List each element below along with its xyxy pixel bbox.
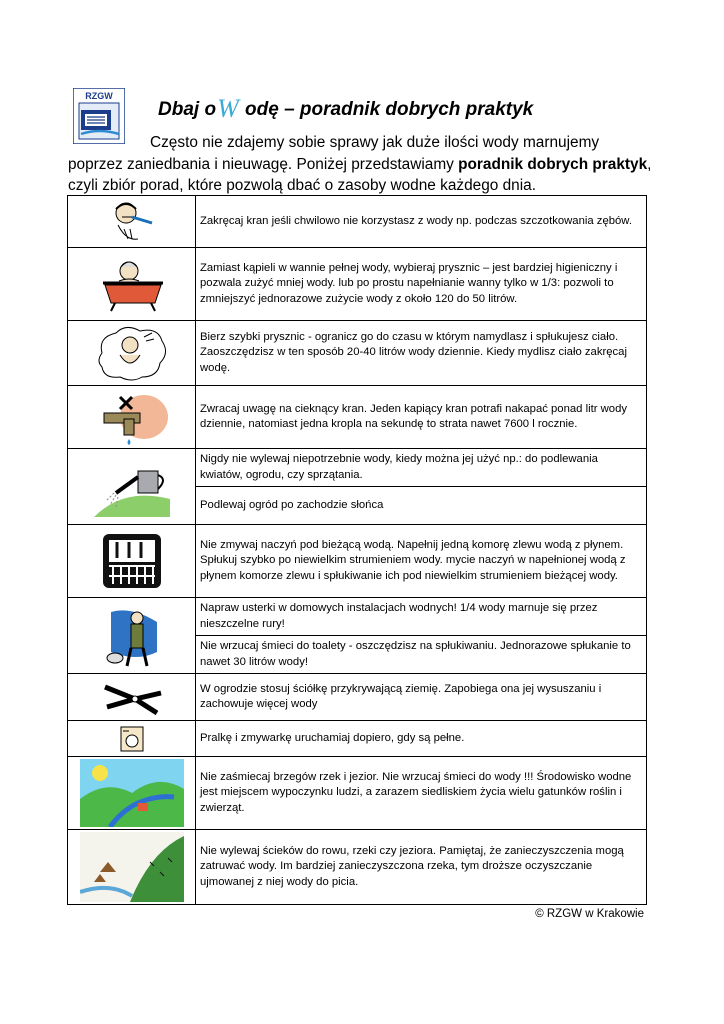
garden-shears-icon (68, 674, 196, 721)
footer-copyright: © RZGW w Krakowie (535, 908, 644, 920)
tips-table (67, 195, 647, 905)
polluted-river-icon (68, 830, 196, 905)
tip-row (68, 248, 647, 321)
tip-text: Pralkę i zmywarkę uruchamiaj dopiero, gdy są pełne. (196, 721, 647, 757)
tip-row (68, 525, 647, 598)
tip-text: Napraw usterki w domowych instalacjach wodnych! 1/4 wody marnuje się przez nieszczelne rury! (196, 598, 647, 636)
logo-text: RZGW (85, 91, 113, 101)
intro-text-1: Często nie zdajemy sobie sprawy jak duże ilości wody marnujemy poprzez zaniedbania i nieuwagę. Poniżej przedstawiamy (68, 134, 600, 173)
tip-text: Nie wrzucaj śmieci do toalety - oszczędzisz na spłukiwaniu. Jednorazowe spłukanie to nawet 30 litrów wody! (196, 636, 647, 674)
tip-text: Podlewaj ogród po zachodzie słońca (196, 487, 647, 525)
tip-text: Zwracaj uwagę na cieknący kran. Jeden kapiący kran potrafi nakapać ponad litr wody dziennie, natomiast jedna kropla na sekundę to strata nawet 7600 l rocznie. (196, 386, 647, 449)
title-end: odę – poradnik dobrych praktyk (245, 99, 534, 120)
dishwashing-icon (68, 525, 196, 598)
tip-row (68, 757, 647, 830)
tip-row (68, 386, 647, 449)
plumber-icon (68, 598, 196, 674)
shower-icon (68, 321, 196, 386)
tip-row (68, 449, 647, 487)
washing-machine-icon (68, 721, 196, 757)
page-title (158, 94, 533, 124)
tooth-brushing-icon (68, 196, 196, 248)
title-start: Dbaj o (158, 99, 217, 120)
tip-row (68, 598, 647, 636)
tip-row (68, 321, 647, 386)
tip-text: Nigdy nie wylewaj niepotrzebnie wody, kiedy można jej użyć np.: do podlewania kwiatów, ogrodu, czy sprzątania. (196, 449, 647, 487)
watering-can-icon (68, 449, 196, 525)
tip-text: Nie zaśmiecaj brzegów rzek i jezior. Nie wrzucaj śmieci do wody !!! Środowisko wodne jest miejscem wypoczynku ludzi, a zarazem siedliskiem życia wielu gatunków roślin i zwierząt. (196, 757, 647, 830)
dripping-tap-icon (68, 386, 196, 449)
tip-text: W ogrodzie stosuj ściółkę przykrywającą ziemię. Zapobiega ona jej wysuszaniu i zachowuje więcej wody (196, 674, 647, 721)
intro-bold: poradnik dobrych praktyk (458, 155, 648, 173)
intro-text-2: , czyli zbiór porad, które pozwolą dbać o zasoby wodne każdego dnia. (68, 155, 652, 194)
intro-paragraph (68, 132, 658, 197)
water-letter-w: W (217, 94, 239, 123)
tip-text: Nie zmywaj naczyń pod bieżącą wodą. Napełnij jedną komorę zlewu wodą z płynem. Spłukuj szybko po niewielkim strumieniem wody. mycie naczyń w napełnionej wodą z płynem komorze zlewu i spłukiwanie ich pod niewielkim strumieniem bieżącej wody. (196, 525, 647, 598)
tip-text: Nie wylewaj ścieków do rowu, rzeki czy jeziora. Pamiętaj, że zanieczyszczenia mogą zatruwać wody. Im bardziej zanieczyszczona rzeka, tym droższe oczyszczanie ujmowanej z niej wody do picia. (196, 830, 647, 905)
tip-row (68, 721, 647, 757)
tip-text: Bierz szybki prysznic - ogranicz go do czasu w którym namydlasz i spłukujesz ciało. Zaoszczędzisz w ten sposób 20-40 litrów wody dziennie. Kiedy mydlisz ciało zakręcaj wodę. (196, 321, 647, 386)
tip-row (68, 674, 647, 721)
river-landscape-icon (68, 757, 196, 830)
tip-text: Zamiast kąpieli w wannie pełnej wody, wybieraj prysznic – jest bardziej higieniczny i pozwala zużyć mniej wody. lub po prostu napełnianie wanny tylko w 1/3: pozwoli to zmniejszyć jednorazowe zużycie wody z około 120 do 50 litrów. (196, 248, 647, 321)
tip-text: Zakręcaj kran jeśli chwilowo nie korzystasz z wody np. podczas szczotkowania zębów. (196, 196, 647, 248)
tip-row (68, 830, 647, 905)
bathtub-icon (68, 248, 196, 321)
tip-row (68, 196, 647, 248)
